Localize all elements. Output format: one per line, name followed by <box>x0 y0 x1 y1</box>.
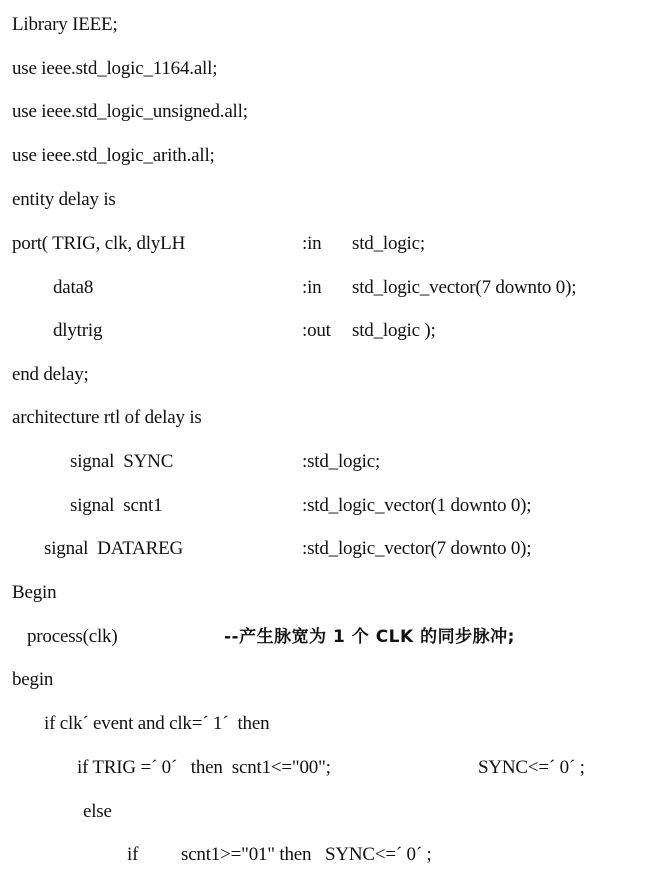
code-line-use-1164: use ieee.std_logic_1164.all; <box>12 58 218 79</box>
code-line-dlytrig-type: std_logic ); <box>352 320 436 341</box>
code-line-signal-datareg-type: :std_logic_vector(7 downto 0); <box>302 538 532 559</box>
code-line-else: else <box>83 801 112 822</box>
code-line-signal-sync: signal SYNC <box>70 451 174 472</box>
code-line-library: Library IEEE; <box>12 14 118 35</box>
code-line-dlytrig-mode: :out <box>302 320 331 341</box>
code-line-signal-sync-type: :std_logic; <box>302 451 381 472</box>
code-line-architecture: architecture rtl of delay is <box>12 407 202 428</box>
code-line-dlytrig-name: dlytrig <box>53 320 103 341</box>
code-line-end-delay: end delay; <box>12 364 89 385</box>
code-line-entity: entity delay is <box>12 189 116 210</box>
code-line-signal-scnt1-type: :std_logic_vector(1 downto 0); <box>302 495 532 516</box>
code-line-use-unsigned: use ieee.std_logic_unsigned.all; <box>12 101 248 122</box>
code-line-if-clk-event: if clk´ event and clk=´ 1´ then <box>44 713 270 734</box>
code-line-signal-scnt1: signal scnt1 <box>70 495 163 516</box>
code-line-data8-type: std_logic_vector(7 downto 0); <box>352 277 577 298</box>
code-line-data8-name: data8 <box>53 277 94 298</box>
code-line-port-mode: :in <box>302 233 322 254</box>
code-line-if-keyword: if <box>127 844 139 865</box>
code-line-port-signals: port( TRIG, clk, dlyLH <box>12 233 186 254</box>
code-line-if-trig: if TRIG =´ 0´ then scnt1<="00"; <box>77 757 331 778</box>
code-line-if-trig-sync: SYNC<=´ 0´ ; <box>478 757 585 778</box>
code-line-if-scnt1: scnt1>="01" then SYNC<=´ 0´ ; <box>181 844 432 865</box>
code-line-port-type: std_logic; <box>352 233 425 254</box>
code-line-process-comment: --产生脉宽为 1 个 CLK 的同步脉冲; <box>224 627 515 647</box>
code-line-begin-process: begin <box>12 669 54 690</box>
code-line-process: process(clk) <box>27 626 118 647</box>
code-line-begin-arch: Begin <box>12 582 57 603</box>
code-line-use-arith: use ieee.std_logic_arith.all; <box>12 145 215 166</box>
code-line-data8-mode: :in <box>302 277 322 298</box>
code-line-signal-datareg: signal DATAREG <box>44 538 184 559</box>
